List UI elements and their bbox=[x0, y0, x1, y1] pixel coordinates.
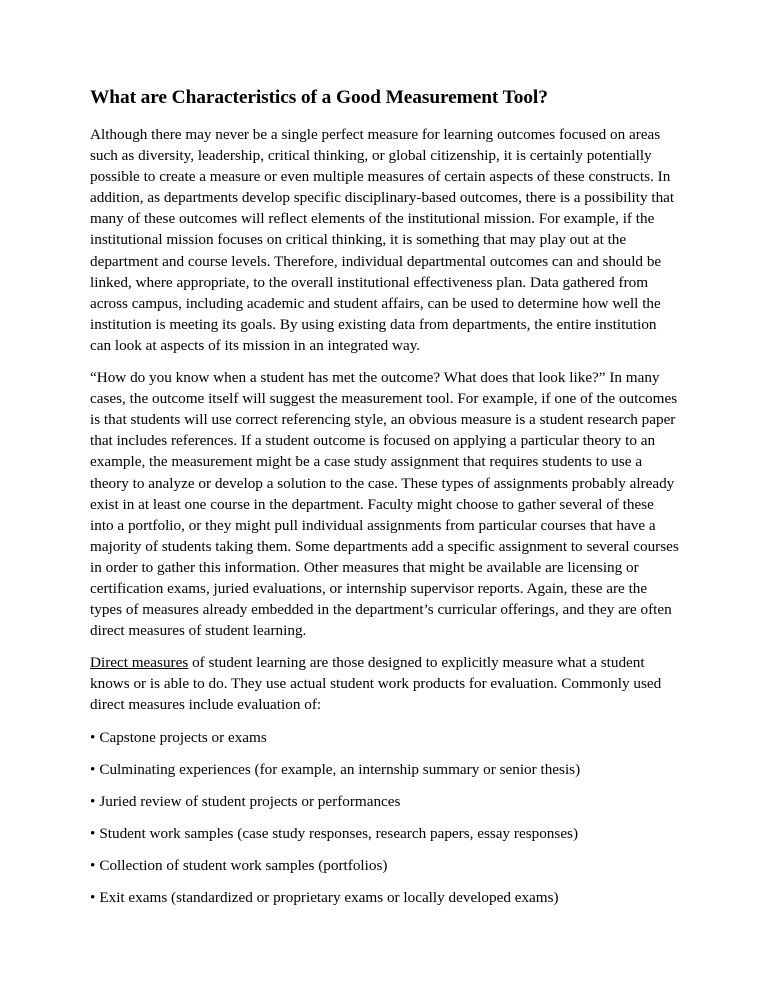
paragraph-measurement-tool: “How do you know when a student has met the outcome? What does that look like?” In many cases, the outcome itself will suggest the measurement tool. For example, if one of the outcomes is that students will use correct referencing style, an obvious measure is a student research paper that includes references. If a student outcome is focused on applying a particular theory to an example, the measurement might be a case study assignment that requires students to use a theory to analyze or develop a solution to the case. These types of assignments probably already exist in at least one course in the department. Faculty might choose to gather several of these into a portfolio, or they might pull individual assignments from particular courses that have a majority of students taking them. Some departments add a specific assignment to several courses in order to gather this information. Other measures that might be available are licensing or certification exams, juried evaluations, or internship supervisor reports. Again, these are the types of measures already embedded in the department’s curricular offerings, and they are often direct measures of student learning. bbox=[90, 369, 679, 640]
direct-measures-term: Direct measures bbox=[90, 654, 189, 672]
bullet-icon: • bbox=[90, 856, 96, 874]
bullet-icon: • bbox=[90, 792, 96, 810]
list-item-text: Collection of student work samples (portfolios) bbox=[99, 856, 388, 874]
paragraph-direct-measures bbox=[90, 652, 680, 715]
direct-measures-definition: of student learning are those designed to explicitly measure what a student knows or is able to do. They use actual student work products for evaluation. Commonly used direct measures include evaluation of: bbox=[90, 654, 662, 714]
bullet-icon: • bbox=[90, 760, 96, 778]
list-item-text: Juried review of student projects or performances bbox=[99, 792, 401, 810]
list-item-text: Culminating experiences (for example, an internship summary or senior thesis) bbox=[99, 760, 581, 778]
list-item bbox=[90, 791, 680, 812]
list-item bbox=[90, 759, 680, 780]
list-item bbox=[90, 887, 680, 908]
bullet-icon: • bbox=[90, 888, 96, 906]
list-item bbox=[90, 727, 680, 748]
paragraph-intro: Although there may never be a single perfect measure for learning outcomes focused on areas such as diversity, leadership, critical thinking, or global citizenship, it is certainly potentially possible to create a measure or even multiple measures of certain aspects of these constructs. In addition, as departments develop specific disciplinary-based outcomes, there is a possibility that many of these outcomes will reflect elements of the institutional mission. For example, if the institutional mission focuses on critical thinking, it is something that may play out at the department and course levels. Therefore, individual departmental outcomes can and should be linked, where appropriate, to the overall institutional effectiveness plan. Data gathered from across campus, including academic and student affairs, can be used to determine how well the institution is meeting its goals. By using existing data from departments, the entire institution can look at aspects of its mission in an integrated way. bbox=[90, 126, 675, 354]
bullet-icon: • bbox=[90, 728, 96, 746]
direct-measures-list bbox=[90, 727, 680, 908]
list-item-text: Student work samples (case study responses, research papers, essay responses) bbox=[99, 824, 579, 842]
list-item-text: Capstone projects or exams bbox=[99, 728, 267, 746]
bullet-icon: • bbox=[90, 824, 96, 842]
list-item bbox=[90, 823, 680, 844]
list-item bbox=[90, 855, 680, 876]
section-heading: What are Characteristics of a Good Measurement Tool? bbox=[90, 87, 548, 108]
list-item-text: Exit exams (standardized or proprietary exams or locally developed exams) bbox=[99, 888, 559, 906]
